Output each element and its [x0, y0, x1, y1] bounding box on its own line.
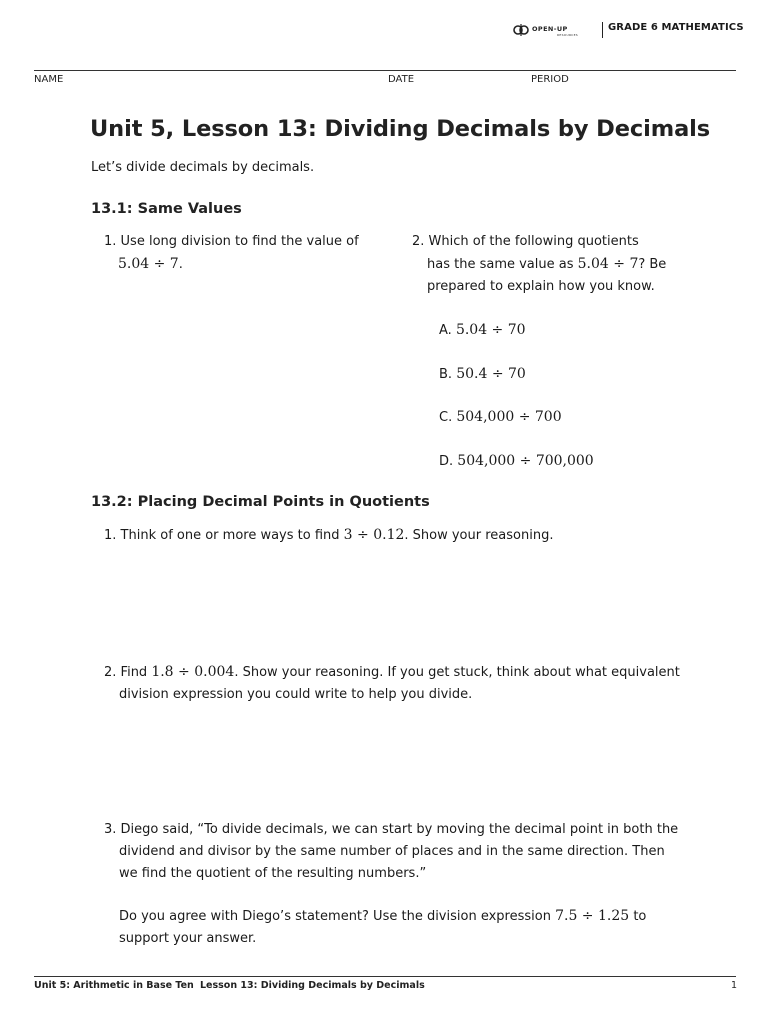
question-13-2-3 — [104, 819, 754, 950]
question-text-line-2: division expression you could write to help you divide. — [119, 687, 473, 702]
question-text-end: . Show your reasoning. — [404, 528, 554, 543]
page-title: Unit 5, Lesson 13: Dividing Decimals by Decimals — [90, 116, 711, 142]
question-number: 2. — [104, 665, 117, 680]
question-text-line-2: has the same value as — [427, 257, 574, 272]
question-13-2-2 — [104, 661, 744, 706]
logo-wordmark: OPEN-UP — [532, 25, 568, 33]
question-text-line-2-end: ? Be — [638, 257, 667, 272]
question-13-2-1 — [104, 524, 724, 547]
punctuation: . — [178, 257, 183, 272]
question-text: Think of one or more ways to find — [120, 528, 340, 543]
period-field-label: PERIOD — [531, 74, 569, 85]
question-number: 3. — [104, 822, 117, 837]
question-number: 1. — [104, 234, 117, 249]
math-expression: 5.04 ÷ 7 — [577, 256, 639, 272]
option-label: A. — [439, 323, 452, 338]
question-13-1-2 — [412, 231, 712, 298]
option-expression: 50.4 ÷ 70 — [456, 366, 526, 382]
option-label: D. — [439, 454, 454, 469]
page-number: 1 — [731, 980, 738, 991]
math-expression: 7.5 ÷ 1.25 — [555, 908, 630, 924]
prompt-line-1: Do you agree with Diego’s statement? Use the division expression — [119, 909, 551, 924]
option-expression: 504,000 ÷ 700,000 — [457, 453, 594, 469]
date-field-label: DATE — [388, 74, 415, 85]
option-label: C. — [439, 410, 453, 425]
logo-subtext: RESOURCES — [557, 33, 578, 37]
answer-option-b — [439, 363, 526, 386]
activity-heading-13-2: 13.2: Placing Decimal Points in Quotients — [91, 494, 430, 510]
quote-line-2: dividend and divisor by the same number of places and in the same direction. Then — [119, 844, 665, 859]
quote-line-1: Diego said, “To divide decimals, we can start by moving the decimal point in both the — [120, 822, 679, 837]
lesson-subtitle: Let’s divide decimals by decimals. — [91, 160, 315, 175]
option-label: B. — [439, 367, 453, 382]
question-number: 1. — [104, 528, 117, 543]
math-expression: 3 ÷ 0.12 — [343, 527, 405, 543]
logo-icon — [513, 23, 531, 37]
header-rule — [34, 70, 736, 71]
question-text-end: . Show your reasoning. If you get stuck, think about what equivalent — [234, 665, 680, 680]
answer-option-d — [439, 450, 594, 473]
prompt-line-2: support your answer. — [119, 931, 257, 946]
option-expression: 504,000 ÷ 700 — [456, 409, 562, 425]
question-number: 2. — [412, 234, 425, 249]
prompt-line-1-end: to — [633, 909, 647, 924]
publisher-logo — [513, 22, 593, 40]
header-divider — [602, 22, 603, 38]
footer-rule — [34, 976, 736, 977]
footer-lesson: Lesson 13: Dividing Decimals by Decimals — [200, 980, 425, 991]
option-expression: 5.04 ÷ 70 — [455, 322, 526, 338]
answer-option-c — [439, 406, 562, 429]
activity-heading-13-1: 13.1: Same Values — [91, 201, 242, 217]
footer-unit: Unit 5: Arithmetic in Base Ten — [34, 980, 194, 991]
course-label: GRADE 6 MATHEMATICS — [608, 22, 744, 33]
math-expression: 1.8 ÷ 0.004 — [151, 664, 235, 680]
quote-line-3: we find the quotient of the resulting numbers.” — [119, 866, 427, 881]
answer-option-a — [439, 319, 526, 342]
question-text: Find — [120, 665, 148, 680]
question-13-1-1 — [104, 231, 374, 276]
math-expression: 5.04 ÷ 7 — [118, 256, 179, 272]
name-field-label: NAME — [34, 74, 64, 85]
question-text: Use long division to find the value of — [120, 234, 359, 249]
question-text-line-1: Which of the following quotients — [428, 234, 639, 249]
question-text-line-3: prepared to explain how you know. — [427, 279, 655, 294]
